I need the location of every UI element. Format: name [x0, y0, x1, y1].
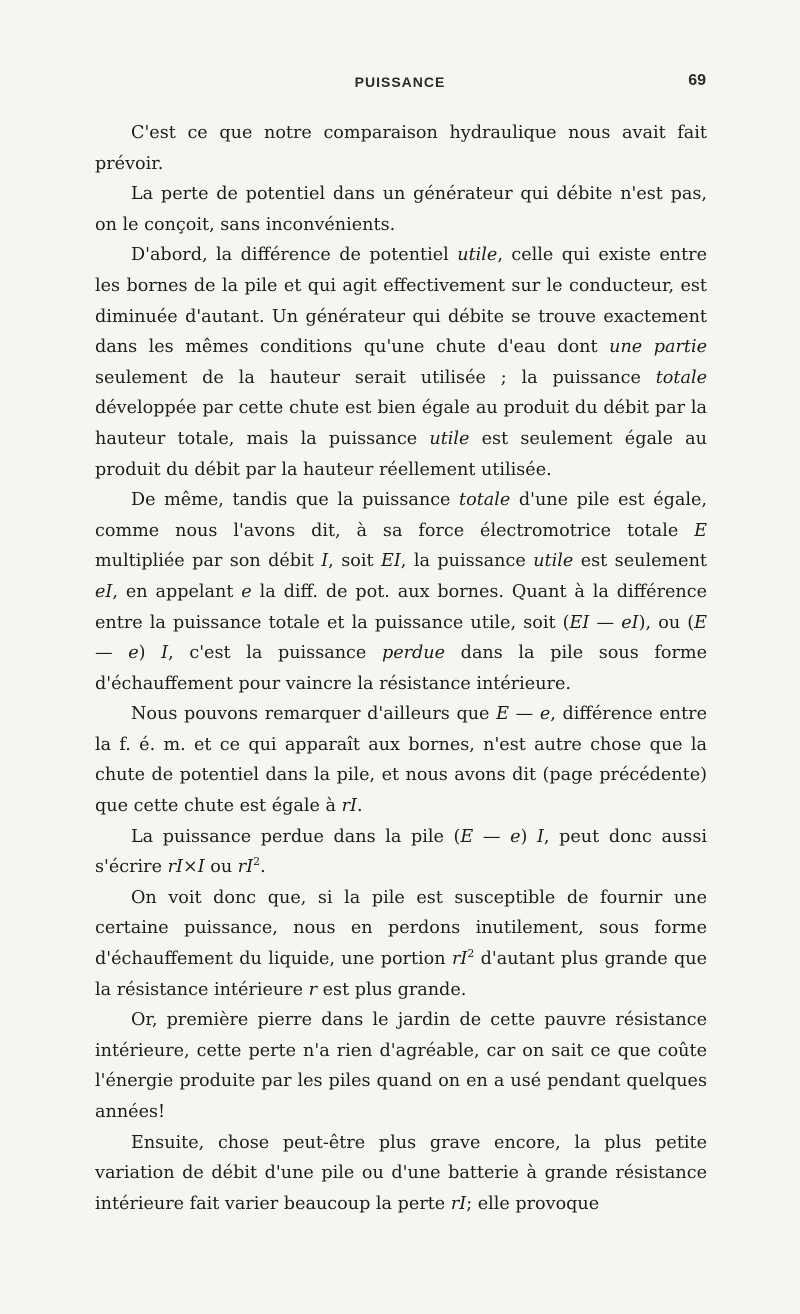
italic-term: rI — [167, 857, 183, 878]
text-run: , celle qui existe entre les bornes de la pile et qui agit effectivement sur le conducteur, est diminuée d'autant. Un générateur qui débite se trouve exactement dans les mêmes conditions qu'une chute d'eau dont — [95, 245, 707, 358]
italic-term: totale — [655, 367, 707, 388]
text-run: — — [473, 826, 511, 847]
paragraph-5 — [95, 699, 707, 821]
text-run: , peut donc aussi s'écrire — [95, 826, 707, 878]
italic-term: e — [510, 826, 521, 847]
text-run: seulement de la hauteur serait utilisée ; la puissance — [95, 367, 656, 388]
italic-term: rI — [451, 949, 468, 970]
paragraph-9 — [95, 1128, 707, 1220]
italic-term: E — [460, 826, 474, 847]
italic-term: r — [308, 979, 318, 1000]
text-run: ou — [204, 857, 238, 878]
paragraph-6 — [95, 822, 707, 883]
text-run: — — [508, 704, 540, 725]
text-run: est seulement égale au produit du débit par la hauteur réellement utilisée. — [95, 428, 707, 480]
paragraph-2 — [95, 179, 707, 240]
body-text — [95, 118, 707, 1219]
italic-term: E — [694, 612, 708, 633]
running-head — [0, 70, 800, 94]
text-run: ) — [138, 643, 162, 664]
text-run: — — [95, 643, 129, 664]
text-run: La perte de potentiel dans un générateur qui débite n'est pas, on le conçoit, sans inconvénients. — [95, 184, 707, 235]
italic-term: E — [694, 520, 707, 541]
italic-term: EI — [569, 612, 590, 633]
italic-term: eI — [621, 612, 639, 633]
text-run: Nous pouvons remarquer d'ailleurs que — [131, 704, 497, 725]
italic-term: e — [539, 704, 551, 725]
page-number: 69 — [688, 72, 706, 89]
text-run: On voit donc que, si la pile est susceptible de fournir une certaine puissance, nous en perdons inutilement, sous forme d'échauffement du liquide, une portion — [95, 887, 707, 970]
text-run: , en appelant — [112, 581, 242, 602]
text-run: C'est ce que notre comparaison hydraulique nous avait fait prévoir. — [95, 123, 707, 174]
text-run: dans la pile sous forme d'échauffement pour vaincre la résistance intérieure. — [95, 643, 707, 694]
italic-term: E — [496, 704, 509, 725]
italic-term: EI — [380, 551, 401, 572]
text-run: d'une pile est égale, comme nous l'avons dit, à sa force électromotrice totale — [95, 490, 707, 541]
text-run: La puissance perdue dans la pile ( — [131, 826, 461, 847]
exponent: 2 — [467, 947, 475, 961]
text-run: , soit — [328, 551, 381, 572]
italic-term: totale — [459, 490, 511, 511]
text-run: , c'est la puissance — [168, 643, 382, 664]
italic-term: utile — [457, 245, 498, 266]
italic-term: e — [241, 581, 252, 602]
italic-term: rI — [237, 857, 254, 878]
text-run: ) — [520, 826, 537, 847]
italic-term: I — [321, 551, 329, 572]
italic-term: utile — [429, 428, 470, 449]
text-run: est plus grande. — [317, 979, 467, 1000]
italic-term: I — [197, 857, 205, 878]
text-run: est seulement — [573, 551, 707, 572]
paragraph-3 — [95, 240, 707, 485]
italic-term: I — [536, 826, 544, 847]
italic-term: perdue — [381, 643, 446, 664]
text-run: ; elle provoque — [466, 1193, 600, 1214]
exponent: 2 — [253, 855, 261, 869]
paragraph-7 — [95, 883, 707, 1005]
text-run: , la puissance — [400, 551, 534, 572]
italic-term: e — [128, 643, 139, 664]
italic-term: utile — [533, 551, 574, 572]
italic-term: eI — [95, 581, 113, 602]
running-head-title: PUISSANCE — [354, 74, 446, 90]
text-run: multipliée par son débit — [95, 551, 322, 572]
text-run: D'abord, la différence de potentiel — [131, 245, 458, 266]
italic-term: une partie — [609, 337, 707, 358]
italic-term: rI — [450, 1193, 467, 1214]
text-run: Or, première pierre dans le jardin de cette pauvre résistance intérieure, cette perte n'a rien d'agréable, car on sait ce que coûte l'énergie produite par les piles quand on en a usé pendant quelques années! — [95, 1010, 707, 1122]
text-run: d'autant plus grande que la résistance intérieure — [95, 949, 707, 1000]
text-run: la diff. de pot. aux bornes. Quant à la différence entre la puissance totale et la puissance utile, soit ( — [95, 581, 707, 633]
text-run: Ensuite, chose peut-être plus grave encore, la plus petite variation de débit d'une pile ou d'une batterie à grande résistance intérieure fait varier beaucoup la perte — [95, 1132, 707, 1214]
paragraph-4 — [95, 485, 707, 699]
paragraph-1 — [95, 118, 707, 179]
text-run: . — [356, 796, 363, 817]
text-run: — — [589, 612, 622, 633]
italic-term: I — [161, 643, 169, 664]
times-sign: × — [182, 857, 198, 878]
text-run: ), ou ( — [638, 612, 695, 633]
paragraph-8 — [95, 1005, 707, 1127]
text-run: développée par cette chute est bien égale au produit du débit par la hauteur totale, mais la puissance — [95, 398, 707, 449]
italic-term: rI — [341, 796, 357, 817]
text-run: . — [260, 857, 266, 878]
text-run: De même, tandis que la puissance — [131, 490, 460, 511]
text-run: , différence entre la f. é. m. et ce qui apparaît aux bornes, n'est autre chose que la chute de potentiel dans la pile, et nous avons dit (page précédente) que cette chute est égale à — [95, 704, 707, 817]
